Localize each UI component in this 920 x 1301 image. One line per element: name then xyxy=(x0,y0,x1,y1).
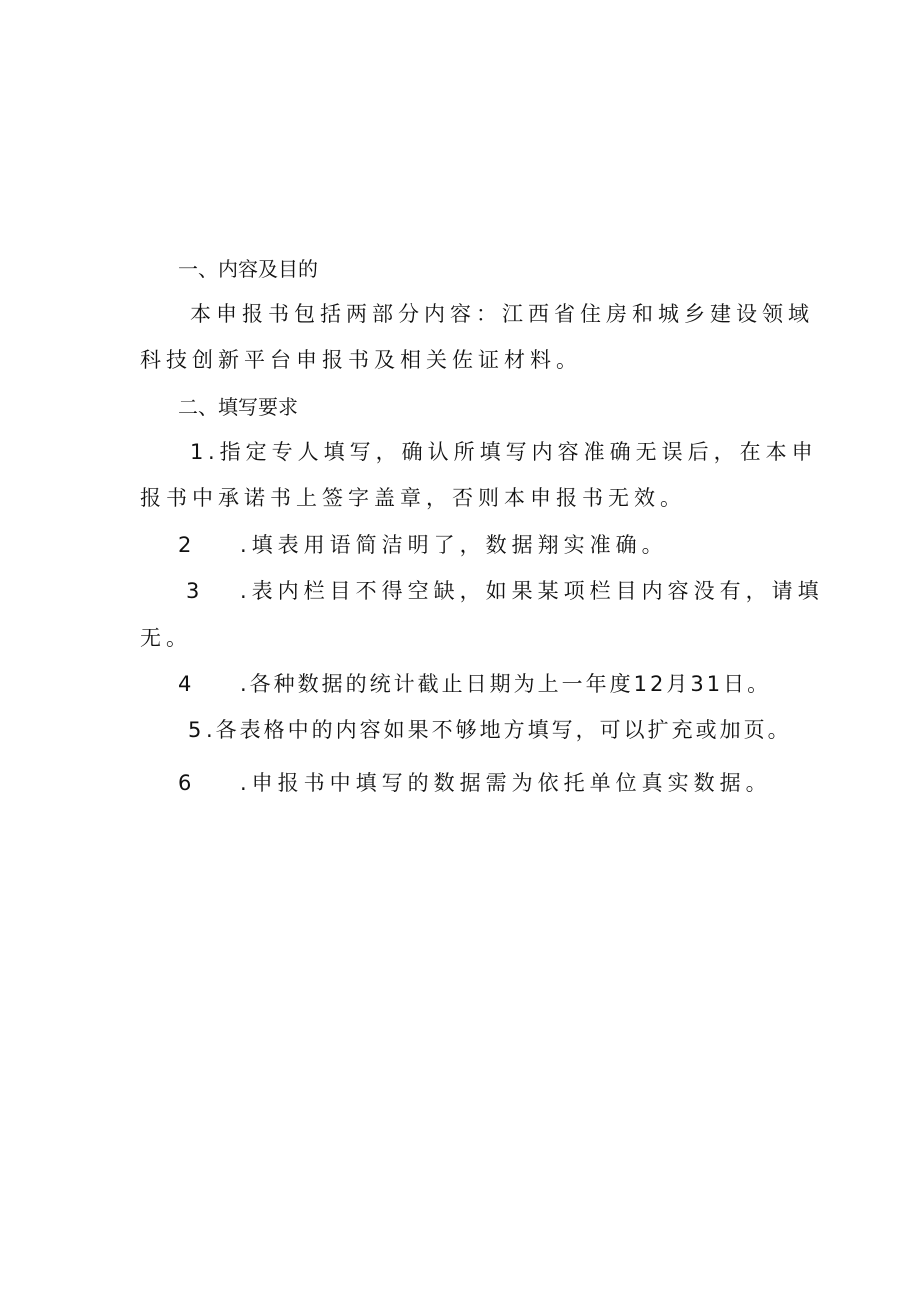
item-text: .各表格中的内容如果不够地方填写，可以扩充或加页。 xyxy=(206,718,792,742)
item-number: 4 xyxy=(178,672,192,696)
item-number: 5 xyxy=(188,718,202,742)
item-number: 3 xyxy=(186,579,200,603)
item-number: 1 xyxy=(190,440,204,464)
item-text-continued: 报书中承诺书上签字盖章，否则本申报书无效。 xyxy=(140,486,686,510)
item-text: .表内栏目不得空缺，如果某项栏目内容没有，请填 xyxy=(240,579,824,603)
item-text: .申报书中填写的数据需为依托单位真实数据。 xyxy=(240,771,772,795)
section-heading-fill-requirements: 二、填写要求 xyxy=(178,395,298,419)
section-heading-content-purpose: 一、内容及目的 xyxy=(178,257,318,281)
item-number: 2 xyxy=(178,533,192,557)
paragraph-line: 本申报书包括两部分内容：江西省住房和城乡建设领域 xyxy=(190,302,814,326)
item-text-continued: 无。 xyxy=(140,626,192,650)
paragraph-line: 科技创新平台申报书及相关佐证材料。 xyxy=(140,348,582,372)
item-text: .各种数据的统计截止日期为上一年度12月31日。 xyxy=(240,672,772,696)
item-number: 6 xyxy=(178,771,192,795)
item-text: .指定专人填写，确认所填写内容准确无误后，在本申 xyxy=(208,440,818,464)
item-text: .填表用语简洁明了，数据翔实准确。 xyxy=(240,533,668,557)
